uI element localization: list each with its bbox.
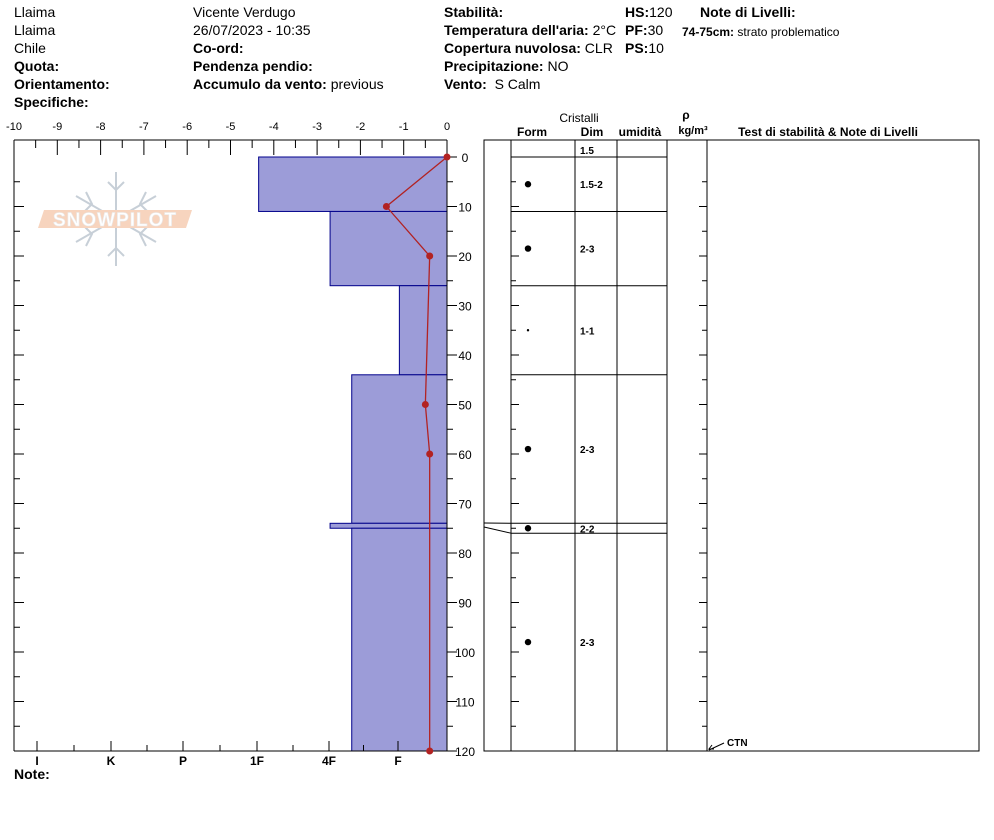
quota-label: Quota: <box>14 58 60 74</box>
temperature-point <box>422 401 429 408</box>
crystal-dim-label: 2-3 <box>580 244 595 256</box>
hardness-layer-5 <box>352 528 447 751</box>
datetime: 26/07/2023 - 10:35 <box>193 22 311 38</box>
country: Chile <box>14 40 46 56</box>
depth-tick-label: 90 <box>458 596 472 611</box>
hardness-label: 4F <box>321 754 337 768</box>
temperature-point <box>426 748 433 755</box>
crystal-table-frame <box>484 140 979 751</box>
stability-notes-header: Test di stabilità & Note di Livelli <box>738 125 918 139</box>
temp-tick-label: -5 <box>225 121 236 133</box>
depth-tick-label: 60 <box>458 448 472 462</box>
hardness-label: P <box>178 754 188 768</box>
cloud-value: CLR <box>584 40 613 56</box>
temperature-point <box>426 253 433 260</box>
ps-value: 10 <box>648 40 664 56</box>
hardness-label: K <box>106 754 116 768</box>
density-unit-header: kg/m³ <box>678 125 708 137</box>
pf-label: PF: <box>625 22 648 38</box>
depth-tick-label: 80 <box>458 547 472 561</box>
ctn-label: CTN <box>727 738 748 749</box>
hardness-layer-3 <box>352 375 447 524</box>
stability-label: Stabilità: <box>444 4 504 20</box>
hardness-label: F <box>394 754 402 768</box>
crystal-form-symbol <box>525 446 531 452</box>
layer-connector <box>484 527 511 533</box>
depth-tick-label: 0 <box>461 151 469 165</box>
hs-label: HS: <box>625 4 650 20</box>
specifics-label: Specifiche: <box>14 94 89 110</box>
crystal-dim-label: 2-2 <box>580 524 595 536</box>
crystal-dim-label: 1.5-2 <box>580 180 603 192</box>
hardness-layer-2 <box>399 286 447 375</box>
location-2: Llaima <box>14 22 56 38</box>
depth-tick-label: 70 <box>458 497 472 512</box>
temperature-point <box>426 451 433 458</box>
depth-tick-label: 10 <box>458 200 472 215</box>
temp-tick-label: -4 <box>268 121 279 133</box>
temp-tick-label: -7 <box>139 121 149 133</box>
dim-header: Dim <box>580 125 604 139</box>
temp-tick-label: -10 <box>6 121 22 133</box>
crystal-dim-label: 1-1 <box>580 326 595 338</box>
location-1: Llaima <box>14 4 56 20</box>
depth-tick-label: 100 <box>454 646 476 660</box>
snowpilot-logo-text: SNOWPILOT <box>52 210 178 231</box>
ps-label: PS: <box>625 40 649 56</box>
pf-value: 30 <box>647 22 664 38</box>
precip-value: NO <box>547 58 569 74</box>
rho-header: ρ <box>682 108 690 122</box>
wind-label: Vento: <box>444 76 487 92</box>
crystal-form-symbol <box>525 245 531 251</box>
slope-label: Pendenza pendio: <box>193 58 313 74</box>
depth-tick-label: 110 <box>455 695 475 710</box>
crystal-form-symbol <box>527 329 529 331</box>
hs-value: 120 <box>649 4 673 20</box>
crystal-form-symbol <box>525 525 531 531</box>
depth-tick-label: 50 <box>458 398 472 413</box>
form-header: Form <box>517 125 547 139</box>
top-dim-label: 1.5 <box>580 146 594 157</box>
air-temp-value: 2°C <box>592 22 617 38</box>
hardness-label: 1F <box>249 754 265 768</box>
depth-tick-label: 30 <box>458 299 472 314</box>
notes-label: Note: <box>14 766 50 782</box>
temp-tick-label: -8 <box>95 121 106 133</box>
humidity-header: umidità <box>618 125 662 139</box>
temp-tick-label: -9 <box>52 121 63 133</box>
wind-load-value: previous <box>330 76 384 92</box>
layer-note-text: strato problematico <box>737 25 840 39</box>
layer-notes-label: Note di Livelli: <box>700 4 796 20</box>
orientation-label: Orientamento: <box>14 76 110 92</box>
wind-load-label: Accumulo da vento: <box>193 76 327 92</box>
temperature-point <box>444 154 451 161</box>
coord-label: Co-ord: <box>193 40 244 56</box>
hardness-label: I <box>35 754 39 768</box>
observer: Vicente Verdugo <box>193 4 296 20</box>
temp-tick-label: -3 <box>312 121 322 133</box>
temp-tick-label: -2 <box>355 121 366 133</box>
depth-tick-label: 20 <box>458 250 472 264</box>
precip-label: Precipitazione: <box>444 58 544 74</box>
air-temp-label: Temperatura dell'aria: <box>444 22 589 38</box>
crystal-form-symbol <box>525 181 531 187</box>
crystals-header: Cristalli <box>559 111 599 125</box>
cloud-label: Copertura nuvolosa: <box>444 40 581 56</box>
snowpilot-logo <box>38 172 192 266</box>
layer-note-range: 74-75cm: <box>682 25 735 39</box>
crystal-form-symbol <box>525 639 531 645</box>
depth-tick-label: 120 <box>454 745 476 759</box>
temperature-point <box>383 203 390 210</box>
wind-value: S Calm <box>494 76 541 92</box>
temp-tick-label: -1 <box>398 121 409 133</box>
depth-tick-label: 40 <box>458 349 472 363</box>
temp-tick-label: 0 <box>443 121 451 133</box>
crystal-dim-label: 2-3 <box>580 638 595 650</box>
temp-tick-label: -6 <box>182 121 193 133</box>
hardness-layer-0 <box>259 157 447 211</box>
crystal-dim-label: 2-3 <box>580 445 595 457</box>
